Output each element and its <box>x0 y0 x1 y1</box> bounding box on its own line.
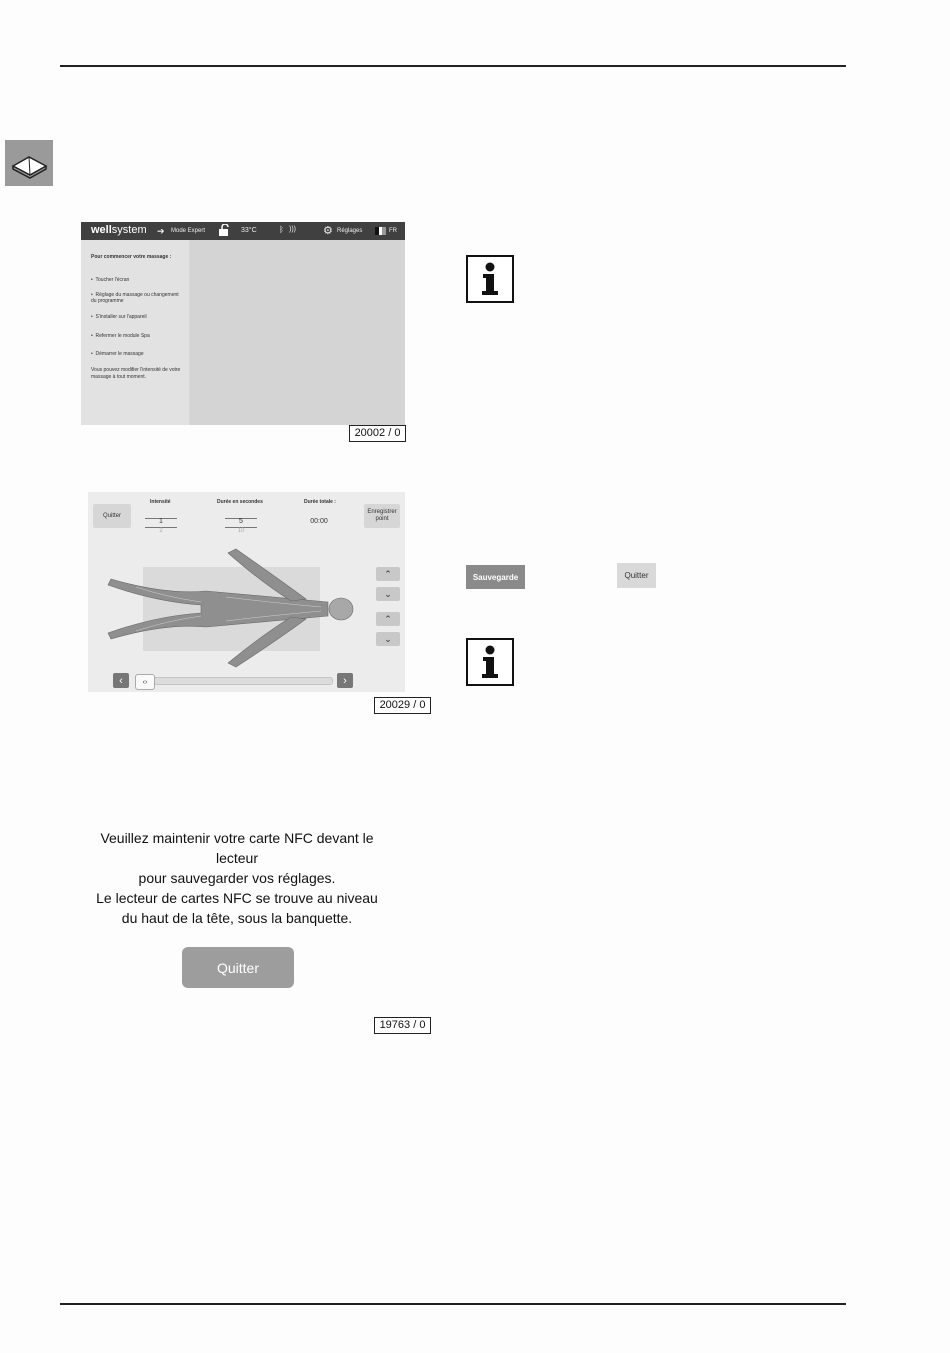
zone2-up-button[interactable]: ⌃ <box>376 612 400 626</box>
screen-header <box>81 222 405 240</box>
language-label[interactable]: FR <box>389 228 397 234</box>
figure-id: 19763 / 0 <box>374 1017 431 1034</box>
intensity-next[interactable]: 2 <box>159 528 163 534</box>
body-figure <box>106 547 356 669</box>
step-item: • Démarrer le massage <box>91 351 144 357</box>
nfc-quit-button[interactable]: Quitter <box>182 947 294 988</box>
intensity-value[interactable]: 1 <box>159 518 163 525</box>
duration-value[interactable]: 5 <box>239 518 243 525</box>
step-item: • Toucher l'écran <box>91 277 130 283</box>
content-area[interactable] <box>190 240 405 425</box>
quit-button[interactable]: Quitter <box>617 563 656 588</box>
brand-logo: wellsystem <box>91 224 147 236</box>
instructions-panel <box>81 240 189 425</box>
step-item: • Refermer le module Spa <box>91 333 150 339</box>
timeline-slider[interactable] <box>135 677 333 685</box>
save-point-button[interactable]: Enregistrer point <box>364 504 400 528</box>
settings-label[interactable]: Réglages <box>337 228 363 234</box>
expert-mode-label[interactable]: Mode Expert <box>171 228 206 234</box>
zone1-down-button[interactable]: ⌄ <box>376 587 400 601</box>
nfc-line: pour sauvegarder vos réglages. <box>138 870 336 886</box>
nfc-line: Veuillez maintenir votre carte NFC devant le lecteur <box>100 830 374 866</box>
intensity-note: Vous pouvez modifier l'intensité de votre massage à tout moment. <box>91 367 181 380</box>
nfc-instructions <box>82 828 392 928</box>
expert-mode-icon[interactable]: ➔ <box>157 226 165 236</box>
next-button[interactable]: › <box>337 673 353 688</box>
intensity-label: Intensité <box>150 499 171 505</box>
main-screen <box>81 222 405 425</box>
bluetooth-icon[interactable]: ᛒ <box>279 225 284 234</box>
quit-button[interactable]: Quitter <box>93 504 131 528</box>
bottom-rule <box>60 1303 846 1305</box>
step-item: • Réglage du massage ou changement du programme <box>91 292 179 304</box>
duration-label: Durée en secondes <box>217 499 263 505</box>
book-icon <box>5 140 53 186</box>
figure-id: 20029 / 0 <box>374 697 431 714</box>
nfc-line: du haut de la tête, sous la banquette. <box>121 910 353 926</box>
instructions-title: Pour commencer votre massage : <box>91 254 172 260</box>
temperature: 33°C <box>241 227 257 234</box>
info-icon <box>466 638 514 686</box>
previous-button[interactable]: ‹ <box>113 673 129 688</box>
zone2-down-button[interactable]: ⌄ <box>376 632 400 646</box>
figure-id: 20002 / 0 <box>349 425 406 442</box>
nfc-line: Le lecteur de cartes NFC se trouve au niveau <box>96 890 378 906</box>
gear-icon[interactable]: ⚙ <box>323 225 333 237</box>
step-item: • S'installer sur l'appareil <box>91 314 147 320</box>
info-icon <box>466 255 514 303</box>
zone1-up-button[interactable]: ⌃ <box>376 567 400 581</box>
total-duration-value: 00:00 <box>310 518 328 525</box>
total-duration-label: Durée totale : <box>304 499 336 505</box>
duration-next[interactable]: 10 <box>237 528 245 534</box>
lock-icon[interactable] <box>218 224 230 239</box>
point-editor-screen <box>88 492 405 692</box>
slider-handle[interactable]: ‹› <box>135 674 155 690</box>
nfc-icon: ))) <box>289 226 296 233</box>
flag-icon[interactable] <box>375 227 386 237</box>
top-rule <box>60 65 846 67</box>
save-button[interactable]: Sauvegarde <box>466 565 525 589</box>
